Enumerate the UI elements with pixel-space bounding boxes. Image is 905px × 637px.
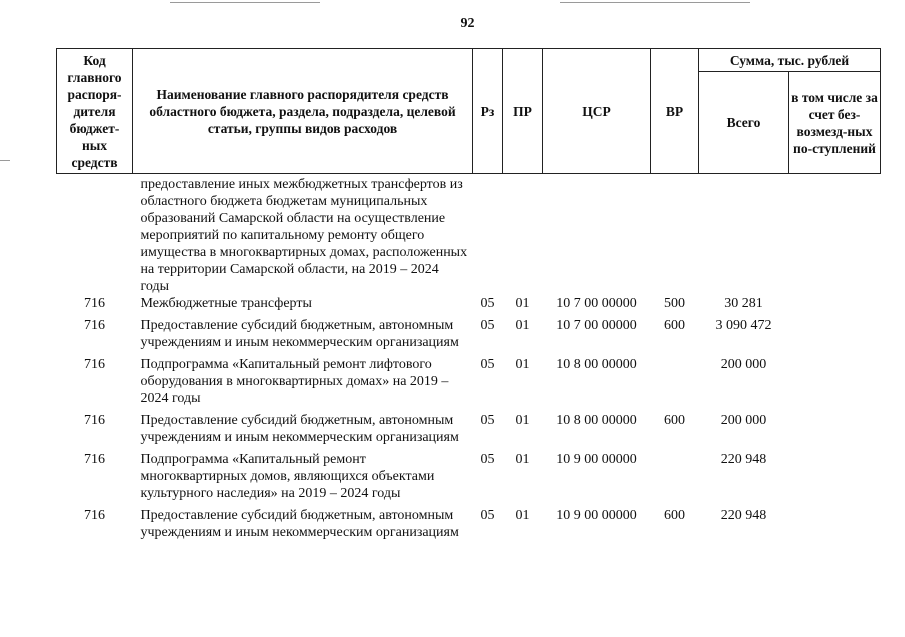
cell-kod: 716 bbox=[84, 357, 105, 372]
cell-kod: 716 bbox=[84, 318, 105, 333]
cell-bezvozmezd bbox=[789, 351, 881, 407]
cell-name: предоставление иных межбюджетных трансфертов из областного бюджета бюджетам муниципальных образований Самарской области на осуществление мероприятий по капитальному ремонту общего имущества в многоквартирных домах, расположенных на территории Самарской области, на 2019 – 2024 годы bbox=[140, 177, 468, 294]
table-row bbox=[57, 446, 881, 502]
header-bezvozmezd: в том числе за счет без-возмезд-ных по-ступлений bbox=[789, 72, 881, 174]
cell-vr bbox=[651, 351, 699, 407]
table-row bbox=[57, 502, 881, 541]
cell-vr: 600 bbox=[664, 413, 685, 428]
scan-artifact-line bbox=[0, 160, 10, 161]
cell-kod: 716 bbox=[84, 413, 105, 428]
header-rz: Рз bbox=[473, 49, 503, 174]
cell-kod: 716 bbox=[84, 508, 105, 523]
cell-csr: 10 9 00 00000 bbox=[556, 452, 637, 467]
cell-vsego: 3 090 472 bbox=[715, 318, 772, 333]
cell-vr: 600 bbox=[664, 318, 685, 333]
cell-pr: 01 bbox=[515, 413, 530, 428]
cell-bezvozmezd bbox=[789, 446, 881, 502]
cell-csr: 10 7 00 00000 bbox=[556, 296, 637, 311]
cell-vsego: 200 000 bbox=[720, 357, 767, 372]
table-row bbox=[57, 295, 881, 312]
scan-artifact-line bbox=[170, 2, 320, 3]
cell-vsego: 30 281 bbox=[724, 296, 763, 311]
cell-rz: 05 bbox=[480, 413, 495, 428]
cell-vr: 600 bbox=[664, 508, 685, 523]
cell-pr: 01 bbox=[515, 318, 530, 333]
cell-vsego: 220 948 bbox=[720, 452, 767, 467]
cell-vsego: 220 948 bbox=[720, 508, 767, 523]
cell-pr: 01 bbox=[515, 452, 530, 467]
cell-name: Подпрограмма «Капитальный ремонт лифтового оборудования в многоквартирных домах» на 2019 – 2024 годы bbox=[140, 357, 449, 406]
page-number: 92 bbox=[460, 16, 475, 31]
header-vr: ВР bbox=[651, 49, 699, 174]
cell-csr: 10 8 00 00000 bbox=[556, 413, 637, 428]
cell-name: Подпрограмма «Капитальный ремонт многоквартирных домов, являющихся объектами культурного наследия» на 2019 – 2024 годы bbox=[140, 452, 435, 501]
header-kod: Код главного распоря-дителя бюджет-ных средств bbox=[57, 49, 133, 174]
cell-bezvozmezd bbox=[789, 407, 881, 446]
cell-vr: 500 bbox=[664, 296, 685, 311]
header-name: Наименование главного распорядителя средств областного бюджета, раздела, подраздела, целевой статьи, группы видов расходов bbox=[133, 49, 473, 174]
scan-artifact-line bbox=[560, 2, 750, 3]
cell-rz: 05 bbox=[480, 318, 495, 333]
cell-rz: 05 bbox=[480, 296, 495, 311]
table-row bbox=[57, 351, 881, 407]
cell-kod bbox=[57, 174, 133, 296]
cell-name: Предоставление субсидий бюджетным, автономным учреждениям и иным некоммерческим организациям bbox=[140, 318, 459, 350]
cell-name: Предоставление субсидий бюджетным, автономным учреждениям и иным некоммерческим организациям bbox=[140, 413, 459, 445]
cell-vsego: 200 000 bbox=[720, 413, 767, 428]
cell-pr: 01 bbox=[515, 508, 530, 523]
cell-rz: 05 bbox=[480, 357, 495, 372]
table-header bbox=[57, 49, 881, 174]
budget-table-container bbox=[56, 48, 881, 541]
cell-csr: 10 7 00 00000 bbox=[556, 318, 637, 333]
cell-csr: 10 8 00 00000 bbox=[556, 357, 637, 372]
cell-rz: 05 bbox=[480, 452, 495, 467]
table-row-continuation bbox=[57, 174, 881, 296]
header-pr: ПР bbox=[503, 49, 543, 174]
table-row bbox=[57, 407, 881, 446]
cell-vr bbox=[651, 446, 699, 502]
cell-name: Предоставление субсидий бюджетным, автономным учреждениям и иным некоммерческим организациям bbox=[140, 508, 459, 540]
table-body bbox=[57, 174, 881, 542]
budget-table bbox=[56, 48, 881, 541]
header-csr: ЦСР bbox=[543, 49, 651, 174]
cell-pr: 01 bbox=[515, 296, 530, 311]
cell-name: Межбюджетные трансферты bbox=[140, 296, 312, 311]
header-summa: Сумма, тыс. рублей bbox=[699, 49, 881, 72]
header-vsego: Всего bbox=[699, 72, 789, 174]
cell-csr: 10 9 00 00000 bbox=[556, 508, 637, 523]
cell-bezvozmezd bbox=[789, 502, 881, 541]
cell-bezvozmezd bbox=[789, 312, 881, 351]
cell-pr: 01 bbox=[515, 357, 530, 372]
cell-bezvozmezd bbox=[789, 295, 881, 312]
cell-kod: 716 bbox=[84, 452, 105, 467]
cell-kod: 716 bbox=[84, 296, 105, 311]
cell-rz: 05 bbox=[480, 508, 495, 523]
table-row bbox=[57, 312, 881, 351]
